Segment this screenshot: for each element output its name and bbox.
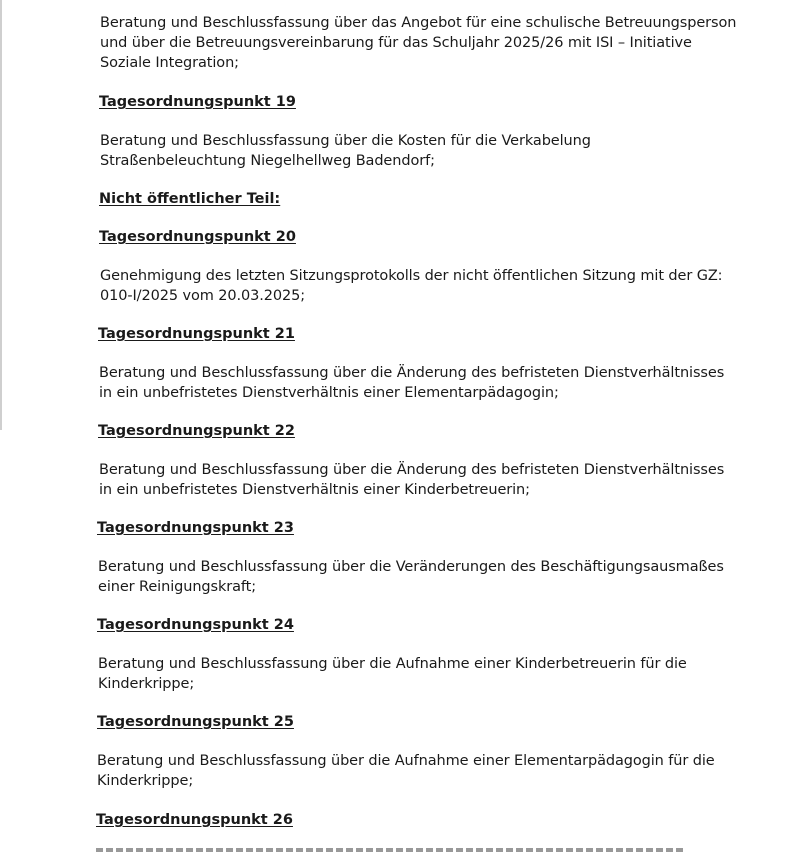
text-line: Beratung und Beschlussfassung über die Kosten für die Verkabelung xyxy=(100,133,591,149)
agenda-item-22-text xyxy=(99,460,724,500)
agenda-item-23-heading: Tagesordnungspunkt 23 xyxy=(97,520,294,536)
text-line: Beratung und Beschlussfassung über die Änderung des befristeten Dienstverhältnisses xyxy=(99,365,725,381)
agenda-item-24-text xyxy=(98,654,687,694)
agenda-item-22-heading: Tagesordnungspunkt 22 xyxy=(98,423,295,439)
agenda-item-18-text xyxy=(100,13,736,73)
text-line: Straßenbeleuchtung Niegelhellweg Badendorf; xyxy=(100,153,435,169)
text-line: und über die Betreuungsvereinbarung für das Schuljahr 2025/26 mit ISI – Initiative xyxy=(100,35,692,51)
agenda-item-19-text xyxy=(100,131,591,171)
scan-edge-shadow xyxy=(0,0,2,430)
text-line: Kinderkrippe; xyxy=(98,676,195,692)
text-line: Beratung und Beschlussfassung über die Veränderungen des Beschäftigungsausmaßes xyxy=(98,559,724,575)
non-public-section-heading: Nicht öffentlicher Teil: xyxy=(99,191,281,207)
text-line: in ein unbefristetes Dienstverhältnis einer Kinderbetreuerin; xyxy=(99,482,530,498)
cut-off-text-line xyxy=(96,848,686,852)
agenda-item-25-text xyxy=(97,751,715,791)
agenda-item-20-text xyxy=(100,266,722,306)
text-line: Beratung und Beschlussfassung über die Änderung des befristeten Dienstverhältnisses xyxy=(99,462,725,478)
agenda-item-19-heading: Tagesordnungspunkt 19 xyxy=(99,94,296,110)
agenda-item-21-text xyxy=(99,363,724,403)
agenda-item-24-heading: Tagesordnungspunkt 24 xyxy=(97,617,294,633)
text-line: Genehmigung des letzten Sitzungsprotokolls der nicht öffentlichen Sitzung mit der GZ: xyxy=(100,268,723,284)
text-line: einer Reinigungskraft; xyxy=(98,579,257,595)
text-line: 010-I/2025 vom 20.03.2025; xyxy=(100,288,306,304)
text-line: in ein unbefristetes Dienstverhältnis einer Elementarpädagogin; xyxy=(99,385,559,401)
agenda-item-21-heading: Tagesordnungspunkt 21 xyxy=(98,326,295,342)
text-line: Soziale Integration; xyxy=(100,55,239,71)
agenda-item-25-heading: Tagesordnungspunkt 25 xyxy=(97,714,294,730)
text-line: Kinderkrippe; xyxy=(97,773,194,789)
text-line: Beratung und Beschlussfassung über die Aufnahme einer Elementarpädagogin für die xyxy=(97,753,715,769)
agenda-item-23-text xyxy=(98,557,724,597)
text-line: Beratung und Beschlussfassung über das Angebot für eine schulische Betreuungsperson xyxy=(100,15,737,31)
text-line: Beratung und Beschlussfassung über die Aufnahme einer Kinderbetreuerin für die xyxy=(98,656,687,672)
agenda-item-26-heading: Tagesordnungspunkt 26 xyxy=(96,812,293,828)
agenda-item-20-heading: Tagesordnungspunkt 20 xyxy=(99,229,296,245)
